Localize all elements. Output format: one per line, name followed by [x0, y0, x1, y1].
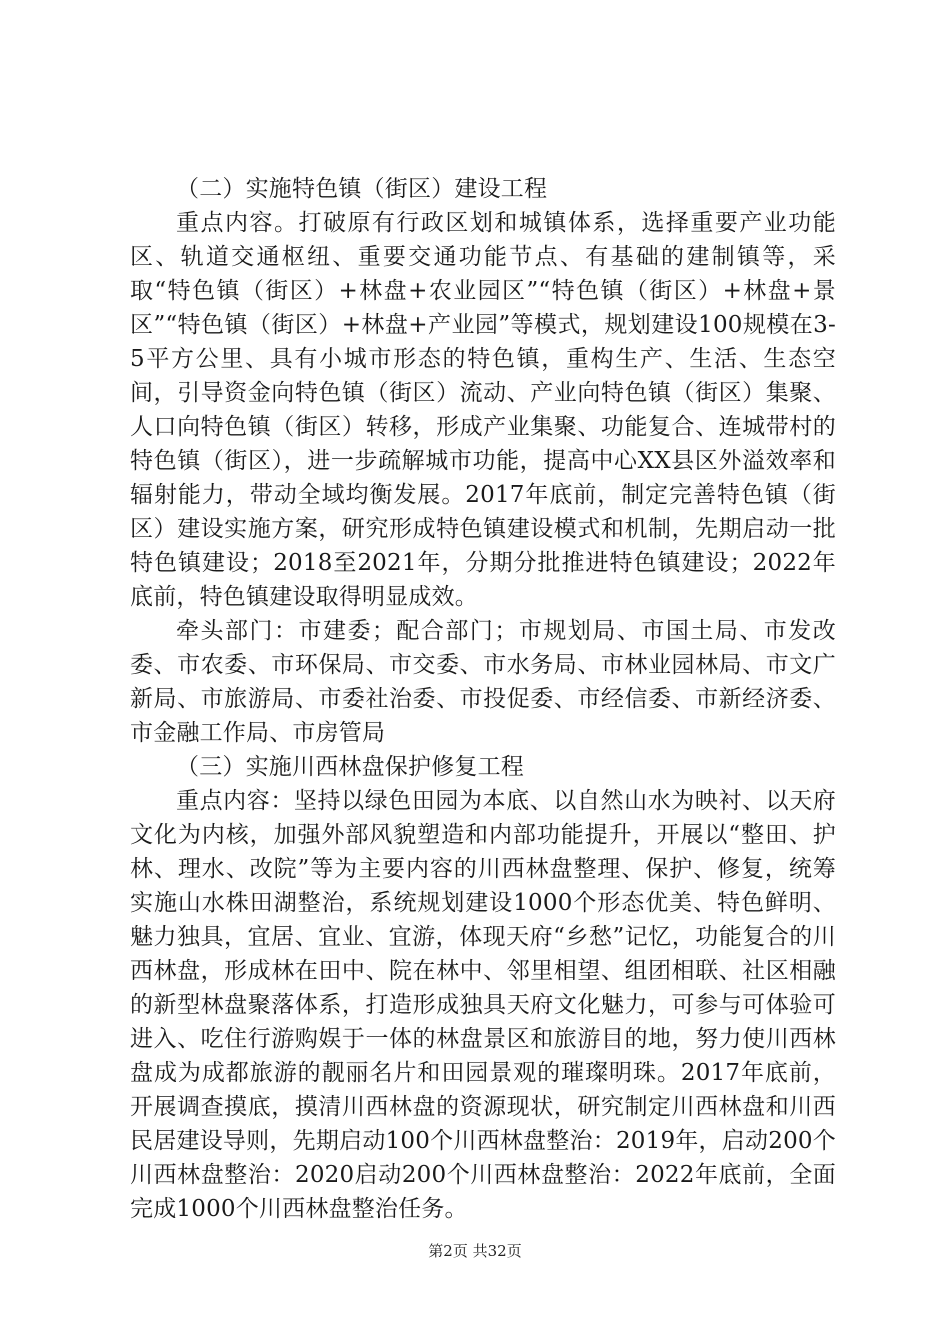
section-heading-3: （三）实施川西林盘保护修复工程	[176, 754, 524, 780]
section-heading-2: （二）实施特色镇（街区）建设工程	[176, 176, 548, 202]
page-number-footer: 第2页 共32页	[428, 1242, 522, 1260]
document-body	[130, 172, 836, 1226]
paragraph-key-content-1: 重点内容。打破原有行政区划和城镇体系，选择重要产业功能区、轨道交通枢纽、重要交通功能节点、有基础的建制镇等，采取“特色镇（街区）+林盘+农业园区”“特色镇（街区）+林盘+景区”“特色镇（街区）+林盘+产业园”等模式，规划建设100规模在3-5平方公里、具有小城市形态的特色镇，重构生产、生活、生态空间，引导资金向特色镇（街区）流动、产业向特色镇（街区）集聚、人口向特色镇（街区）转移，形成产业集聚、功能复合、连城带村的特色镇（街区），进一步疏解城市功能，提高中心XX县区外溢效率和辐射能力，带动全域均衡发展。2017年底前，制定完善特色镇（街区）建设实施方案，研究形成特色镇建设模式和机制，先期启动一批特色镇建设；2018至2021年，分期分批推进特色镇建设；2022年底前，特色镇建设取得明显成效。	[130, 210, 836, 610]
paragraph-key-content-2: 重点内容：坚持以绿色田园为本底、以自然山水为映衬、以天府文化为内核，加强外部风貌塑造和内部功能提升，开展以“整田、护林、理水、改院”等为主要内容的川西林盘整理、保护、修复，统筹实施山水株田湖整治，系统规划建设1000个形态优美、特色鲜明、魅力独具，宜居、宜业、宜游，体现天府“乡愁”记忆，功能复合的川西林盘，形成林在田中、院在林中、邻里相望、组团相联、社区相融的新型林盘聚落体系，打造形成独具天府文化魅力，可参与可体验可进入、吃住行游购娱于一体的林盘景区和旅游目的地，努力使川西林盘成为成都旅游的靓丽名片和田园景观的璀璨明珠。2017年底前，开展调查摸底，摸清川西林盘的资源现状，研究制定川西林盘和川西民居建设导则，先期启动100个川西林盘整治：2019年，启动200个川西林盘整治：2020启动200个川西林盘整治：2022年底前，全面完成1000个川西林盘整治任务。	[130, 788, 836, 1222]
paragraph-departments: 牵头部门：市建委；配合部门；市规划局、市国土局、市发改委、市农委、市环保局、市交委、市水务局、市林业园林局、市文广新局、市旅游局、市委社治委、市投促委、市经信委、市新经济委、市金融工作局、市房管局	[130, 618, 836, 746]
